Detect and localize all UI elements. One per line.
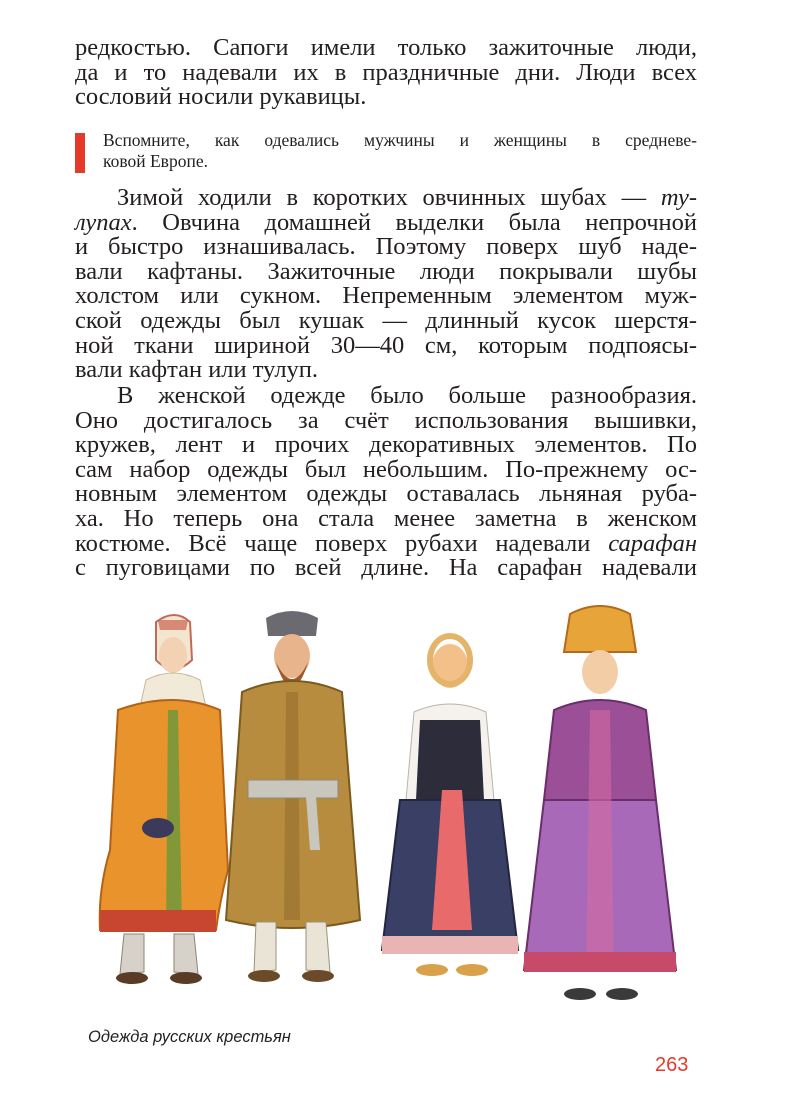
woman-orange-coat-figure — [100, 615, 228, 984]
note-line: Вспомните, как одевались мужчины и женщины в средневе- — [103, 130, 697, 150]
illustration-caption: Одежда русских крестьян — [88, 1028, 291, 1046]
man-brown-kaftan-figure — [226, 611, 360, 982]
paragraph-winter-clothing — [75, 186, 697, 383]
text-line: сам набор одежды был небольшим. По-прежнему ос- — [75, 455, 697, 483]
text-line: вали кафтаны. Зажиточные люди покрывали шубы — [75, 257, 697, 285]
text-line: новным элементом одежды оставалась льняная руба- — [75, 480, 697, 508]
text-line: Оно достигалось за счёт использования вышивки, — [75, 406, 697, 434]
paragraph-boots — [75, 36, 697, 110]
peasant-clothing-illustration — [70, 600, 710, 1020]
text-line: и быстро изнашивалась. Поэтому поверх шуб наде- — [75, 233, 697, 261]
girl-red-apron-figure — [382, 636, 518, 976]
text-line: ной ткани шириной 30—40 см, которым подпоясы- — [75, 331, 697, 359]
text-line: ха. Но теперь она стала менее заметна в женском — [75, 504, 697, 532]
paragraph-women-clothing — [75, 384, 697, 581]
review-note — [75, 130, 697, 176]
text-line: костюме. Всё чаще поверх рубахи надевали сарафан — [75, 529, 697, 557]
text-line: да и то надевали их в праздничные дни. Люди всех — [75, 58, 697, 86]
woman-purple-sarafan-figure — [524, 606, 676, 1000]
text-line: ской одежды был кушак — длинный кусок шерстя- — [75, 306, 697, 334]
text-line: Зимой ходили в коротких овчинных шубах — ту- — [117, 184, 697, 211]
text-line: сословий носили рукавицы. — [75, 83, 367, 111]
text-line: с пуговицами по всей длине. На сарафан надевали — [75, 554, 697, 582]
text-line: вали кафтан или тулуп. — [75, 356, 319, 384]
text-line: лупах. Овчина домашней выделки была непрочной — [75, 208, 697, 236]
note-text — [103, 130, 697, 172]
text-line: кружев, лент и прочих декоративных элементов. По — [75, 431, 697, 459]
text-line: холстом или сукном. Непременным элементом муж- — [75, 282, 697, 310]
text-line: В женской одежде было больше разнообразия. — [117, 382, 697, 409]
note-line: ковой Европе. — [103, 151, 208, 171]
page-number: 263 — [655, 1054, 689, 1076]
text-line: редкостью. Сапоги имели только зажиточные люди, — [75, 34, 697, 61]
note-marker-bar — [75, 133, 85, 173]
